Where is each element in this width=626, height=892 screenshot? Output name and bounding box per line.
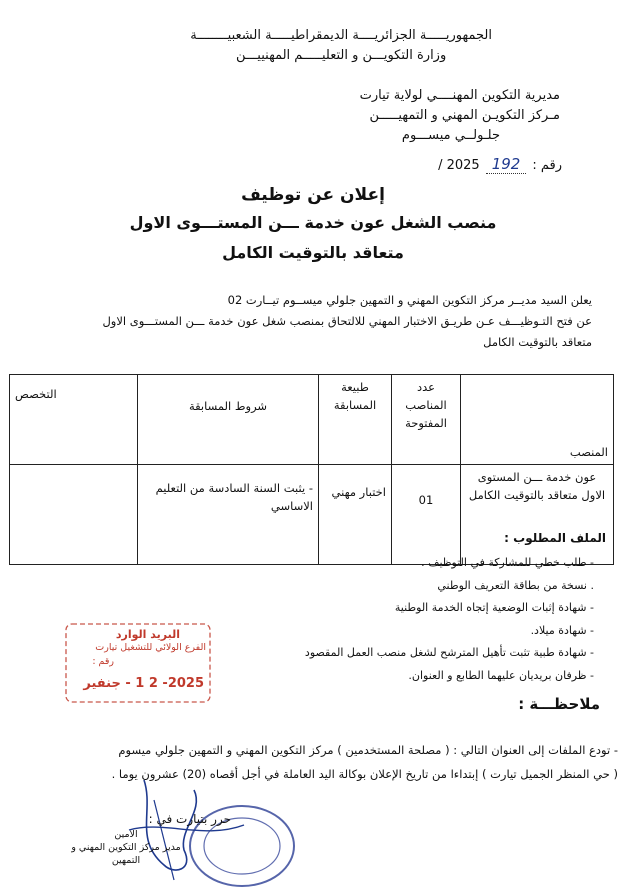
cell-specialty xyxy=(10,465,138,565)
position-title: منصب الشغل عون خدمة ـــن المستـــوى الاول xyxy=(129,213,497,232)
intro-line-3: متعاقد بالتوقيت الكامل xyxy=(483,335,592,349)
list-item: - شهادة طبية تثبت تأهيل المترشح لشغل منصب العمل المقصود xyxy=(304,646,594,659)
ref-year: 2025 / xyxy=(438,158,480,173)
contract-title: متعاقد بالتوقيت الكامل xyxy=(222,243,404,262)
signature-place-date: حرر بتيارت في : xyxy=(148,812,231,826)
stamp-date: 2025- 2 1 - جنفير xyxy=(83,676,204,691)
signature-block xyxy=(66,828,186,867)
requirements-list xyxy=(194,552,594,687)
cell-method: اختبار مهني xyxy=(319,465,392,565)
header-specialty: التخصص xyxy=(10,375,138,465)
table-header-row xyxy=(10,375,614,465)
directorate-line: مديرية التكوين المهنــــي لولاية تيارت xyxy=(359,88,560,103)
ref-label: رقم : xyxy=(532,158,562,173)
cell-post: عون خدمة ـــن المستوى الاول متعاقد بالتوقيت الكامل xyxy=(461,465,614,565)
stamp-line-3: رقم : xyxy=(92,656,114,667)
list-item: - طلب خطي للمشاركة في التوظيف . xyxy=(421,556,594,569)
intro-line-1: يعلن السيد مديــر مركز التكوين المهني و التمهين جلولي ميســوم تيــارت 02 xyxy=(227,293,592,307)
center-name-line: جلـولــي ميســـوم xyxy=(401,128,500,143)
announcement-title: إعلان عن توظيف xyxy=(241,185,385,205)
signature-title: الامين xyxy=(114,829,138,840)
incoming-mail-stamp xyxy=(64,622,212,704)
ministry-line: وزارة التكويـــن و التعليـــــم المهنييـــن xyxy=(235,48,447,63)
cell-count: 01 xyxy=(392,465,461,565)
ref-number: 192 xyxy=(486,155,527,174)
list-item: - شهادة إثبات الوضعية إتجاه الخدمة الوطنية xyxy=(394,601,594,614)
table-row xyxy=(10,465,614,565)
header-count: عدد المناصب المفتوحة xyxy=(392,375,461,465)
reference-line xyxy=(438,155,562,174)
requirements-title: الملف المطلوب : xyxy=(504,531,606,545)
list-item: . نسخة من بطاقة التعريف الوطني xyxy=(437,578,594,592)
note-title: ملاحظـــة : xyxy=(518,695,600,713)
signature-sub: مدير مركز التكوين المهني و التمهين xyxy=(71,842,181,866)
republic-line: الجمهوريـــــة الجزائريــــة الديمقراطيـــــة الشعبيــــــــة xyxy=(190,28,492,43)
directorate-block xyxy=(360,86,560,146)
center-line: مـركز التكويـن المهني و التمهيـــــن xyxy=(369,108,560,123)
list-item: - ظرفان بريديان عليهما الطابع و العنوان. xyxy=(408,668,594,682)
list-item: - شهادة ميلاد. xyxy=(530,623,594,637)
stamp-line-1: البريد الوارد xyxy=(115,628,180,641)
note-paragraph xyxy=(8,738,618,786)
cell-conditions: - يثبت السنة السادسة من التعليم الاساسي xyxy=(138,465,319,565)
note-line-2: ( حي المنظر الجميل تيارت ) إبتداءا من تاريخ الإعلان بوكالة اليد العاملة في أجل أقصاه (20) عشرون يوما . xyxy=(111,767,618,781)
note-line-1: - تودع الملفات إلى العنوان التالي : ( مصلحة المستخدمين ) مركز التكوين المهني و التمهين جلولي ميسوم xyxy=(118,743,618,757)
republic-header xyxy=(190,26,492,66)
header-conditions: شروط المسابقة xyxy=(138,375,319,465)
intro-line-2: عن فتح التـوظيـــف عـن طريـق الاختبار المهني للالتحاق بمنصب شغل عون خدمة ـــن المستـــوى الاول xyxy=(102,314,592,328)
header-method: طبيعة المسابقة xyxy=(319,375,392,465)
intro-paragraph xyxy=(22,290,592,353)
header-post: المنصب xyxy=(461,375,614,465)
stamp-line-2: الفرع الولائي للتشغيل تيارت xyxy=(95,642,206,653)
